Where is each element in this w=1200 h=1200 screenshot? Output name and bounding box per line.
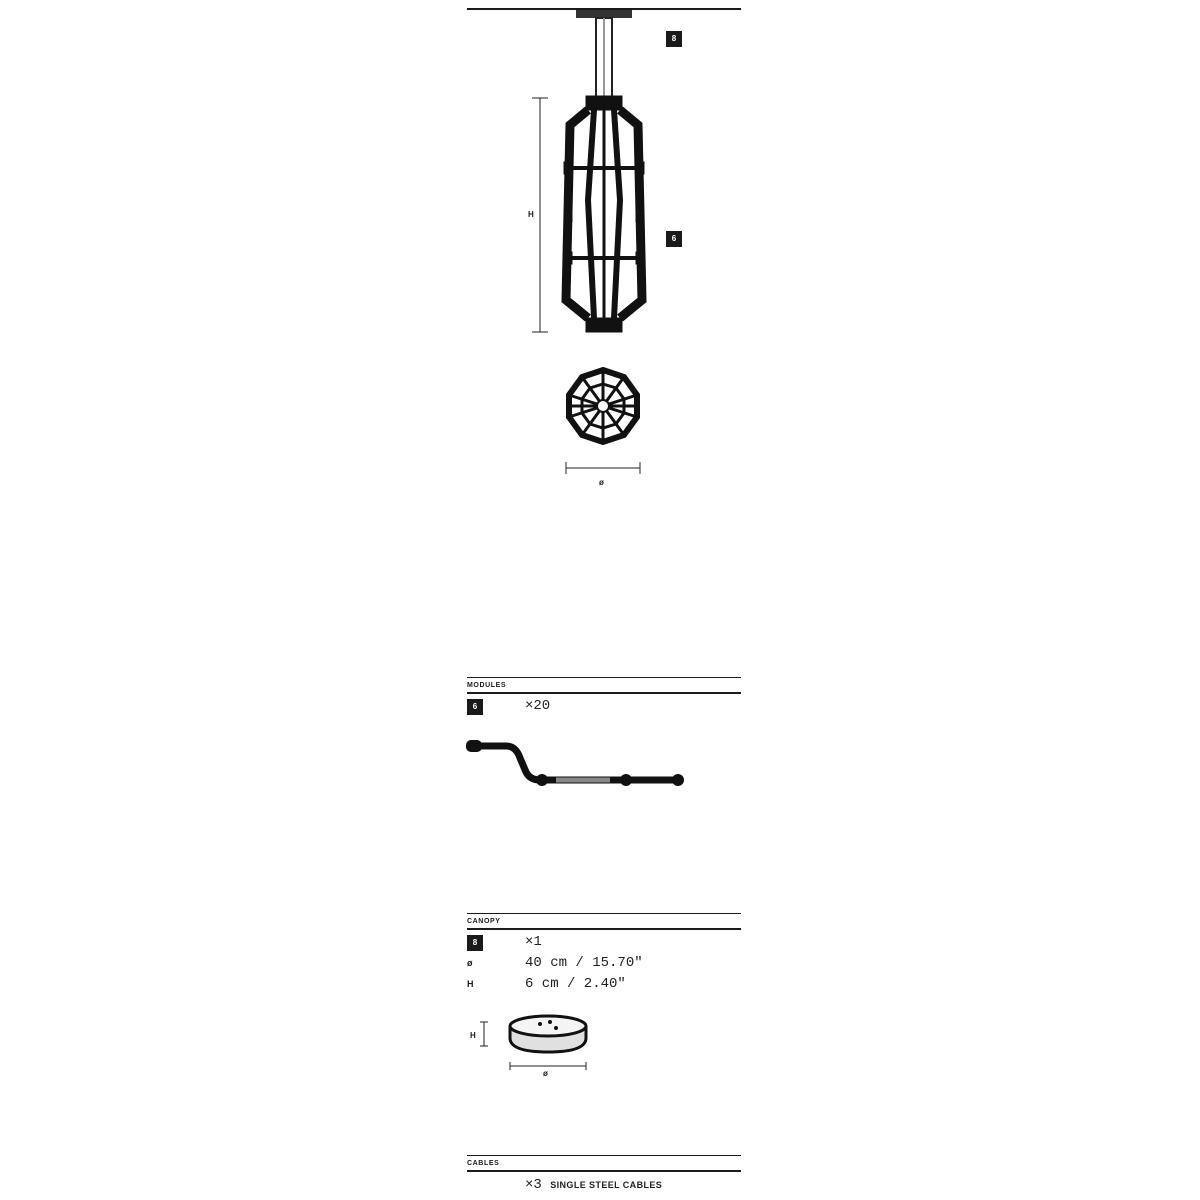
module-illustration [460, 730, 700, 800]
lamp-assembly-drawing [460, 0, 750, 500]
canopy-badge: 8 [467, 935, 483, 951]
modules-header-rule [467, 692, 741, 694]
height-dimension [532, 98, 548, 332]
diameter-dimension-label: ø [599, 478, 604, 487]
canopy-diameter-label: ø [467, 958, 473, 968]
canopy-section-title: CANOPY [467, 918, 501, 925]
cables-section-title: CABLES [467, 1160, 500, 1167]
cables-description: SINGLE STEEL CABLES [550, 1180, 663, 1190]
modules-section-title: MODULES [467, 682, 507, 689]
cables-top-rule [467, 1155, 741, 1156]
modules-quantity: ×20 [525, 698, 551, 714]
diameter-dimension [566, 462, 640, 474]
height-dimension-label: H [528, 210, 534, 219]
plan-view [569, 370, 637, 442]
canopy-diameter-value: 40 cm / 15.70" [525, 955, 643, 971]
cables-spec [525, 1177, 662, 1193]
lamp-body [564, 96, 644, 332]
module-callout-badge: 6 [666, 231, 682, 247]
canopy-quantity: ×1 [525, 934, 542, 950]
canopy-height-value: 6 cm / 2.40" [525, 976, 626, 992]
canopy-callout-badge: 8 [666, 31, 682, 47]
canopy-figure-height-label: H [470, 1031, 476, 1040]
canopy-header-rule [467, 928, 741, 930]
cables-header-rule [467, 1170, 741, 1172]
canopy-height-label: H [467, 979, 474, 989]
canopy-figure-diameter-label: ø [543, 1069, 548, 1078]
canopy-top-rule [467, 913, 741, 914]
canopy-illustration [476, 1012, 606, 1076]
modules-badge: 6 [467, 699, 483, 715]
cables-quantity: ×3 [525, 1177, 542, 1193]
canopy-plate [576, 10, 632, 18]
modules-top-rule [467, 677, 741, 678]
